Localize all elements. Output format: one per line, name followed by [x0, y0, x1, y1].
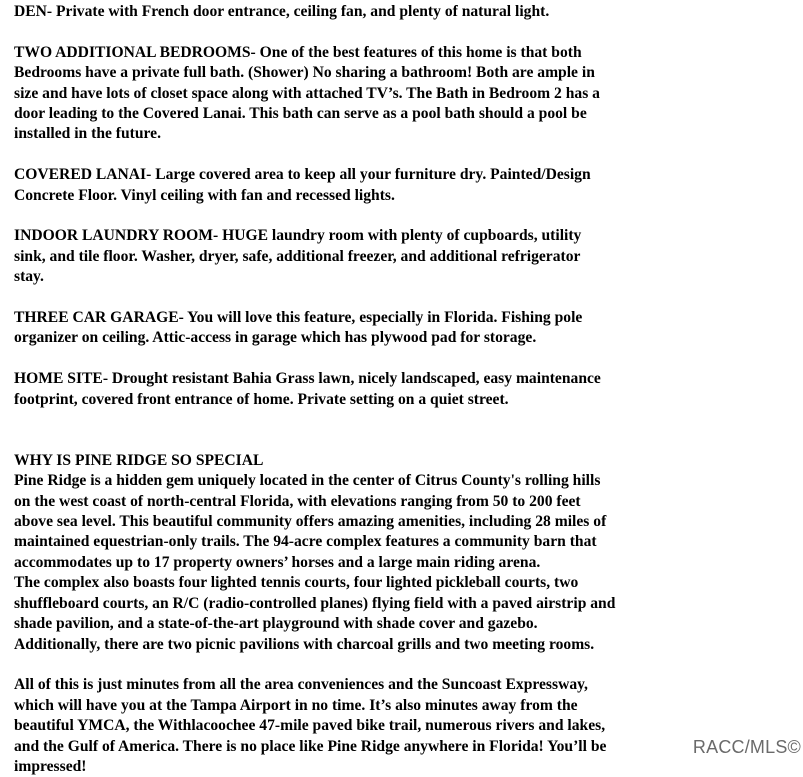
text-line: installed in the future. [14, 125, 161, 143]
text-line: stay. [14, 268, 44, 286]
text-line: All of this is just minutes from all the area conveniences and the Suncoast Expressway, [14, 676, 588, 694]
laundry-paragraph [14, 226, 799, 287]
text-line: INDOOR LAUNDRY ROOM- HUGE laundry room with plenty of cupboards, utility [14, 227, 582, 245]
text-line: door leading to the Covered Lanai. This bath can serve as a pool bath should a pool be [14, 105, 587, 123]
text-line: impressed! [14, 757, 87, 775]
text-line: footprint, covered front entrance of home. Private setting on a quiet street. [14, 390, 509, 408]
paragraph-gap [14, 206, 799, 226]
den-paragraph [14, 2, 799, 22]
listing-description [14, 2, 799, 777]
text-line: shade pavilion, and a state-of-the-art playground with shade cover and gazebo. [14, 615, 538, 633]
text-line: maintained equestrian-only trails. The 94-acre complex features a community barn that [14, 533, 597, 551]
text-line: sink, and tile floor. Washer, dryer, safe, additional freezer, and additional refrigerator [14, 247, 581, 265]
homesite-paragraph [14, 369, 799, 410]
mls-watermark: RACC/MLS© [692, 737, 801, 757]
text-line: on the west coast of north-central Florida, with elevations ranging from 50 to 200 feet [14, 492, 581, 510]
text-line: organizer on ceiling. Attic-access in garage which has plywood pad for storage. [14, 329, 537, 347]
text-line: DEN- Private with French door entrance, ceiling fan, and plenty of natural light. [14, 3, 550, 20]
text-line: beautiful YMCA, the Withlacoochee 47-mile paved bike trail, numerous rivers and lakes, [14, 717, 606, 735]
text-line: COVERED LANAI- Large covered area to keep all your furniture dry. Painted/Design [14, 166, 591, 184]
text-line: accommodates up to 17 property owners’ horses and a large main riding arena. [14, 553, 541, 571]
text-line: HOME SITE- Drought resistant Bahia Grass lawn, nicely landscaped, easy maintenance [14, 370, 601, 388]
lanai-paragraph [14, 165, 799, 206]
text-line: Concrete Floor. Vinyl ceiling with fan and recessed lights. [14, 186, 395, 204]
text-line: and the Gulf of America. There is no place like Pine Ridge anywhere in Florida! You’ll be [14, 737, 607, 755]
paragraph-gap [14, 288, 799, 308]
garage-paragraph [14, 308, 799, 349]
text-line: TWO ADDITIONAL BEDROOMS- One of the best features of this home is that both [14, 43, 582, 61]
text-line: Pine Ridge is a hidden gem uniquely located in the center of Citrus County's rolling hills [14, 472, 601, 490]
text-line: Additionally, there are two picnic pavilions with charcoal grills and two meeting rooms. [14, 635, 595, 653]
paragraph-gap [14, 410, 799, 451]
paragraph-gap [14, 145, 799, 165]
paragraph-gap [14, 655, 799, 675]
text-line: above sea level. This beautiful community offers amazing amenities, including 28 miles of [14, 513, 607, 531]
pine-ridge-paragraph [14, 451, 799, 655]
bedrooms-paragraph [14, 43, 799, 145]
text-line: which will have you at the Tampa Airport in no time. It’s also minutes away from the [14, 696, 578, 714]
text-line: WHY IS PINE RIDGE SO SPECIAL [14, 451, 264, 469]
text-line: shuffleboard courts, an R/C (radio-controlled planes) flying field with a paved airstrip and [14, 594, 616, 612]
text-line: The complex also boasts four lighted tennis courts, four lighted pickleball courts, two [14, 574, 579, 592]
text-line: size and have lots of closet space along with attached TV’s. The Bath in Bedroom 2 has a [14, 84, 600, 102]
paragraph-gap [14, 22, 799, 42]
conveniences-paragraph [14, 675, 799, 777]
text-line: Bedrooms have a private full bath. (Shower) No sharing a bathroom! Both are ample in [14, 64, 595, 82]
paragraph-gap [14, 349, 799, 369]
text-line: THREE CAR GARAGE- You will love this feature, especially in Florida. Fishing pole [14, 309, 583, 327]
